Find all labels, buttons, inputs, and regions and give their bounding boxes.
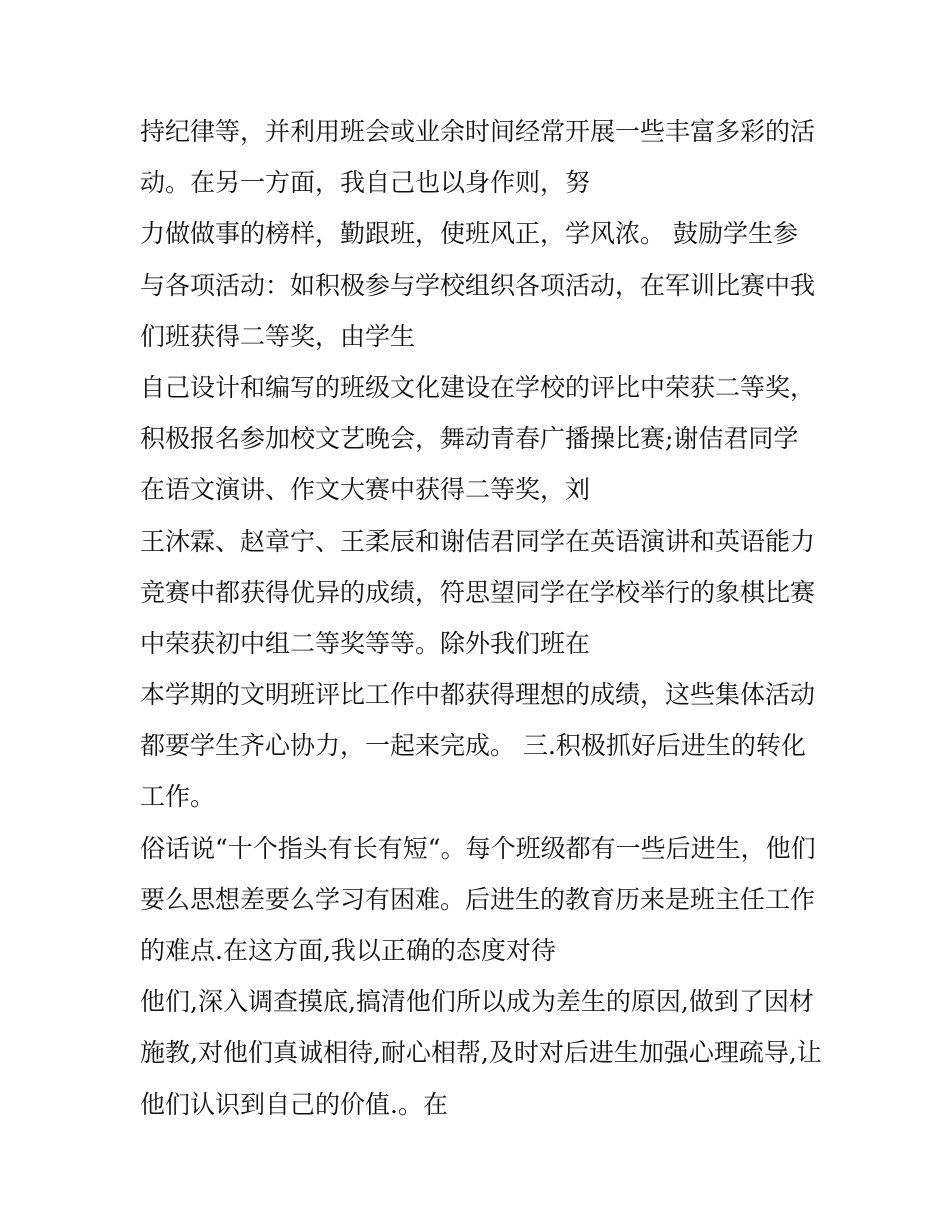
text-line: 的难点.在这方面,我以正确的态度对待 [140, 936, 556, 965]
text-line: 与各项活动：如积极参与学校组织各项活动，在军训比赛中我 [140, 270, 816, 300]
text-line: 要么思想差要么学习有困难。后进生的教育历来是班主任工作 [140, 884, 816, 914]
text-line: 俗话说“十个指头有长有短“。每个班级都有一些后进生，他们 [140, 833, 816, 863]
body-text [140, 106, 830, 1130]
text-line: 中荣获初中组二等奖等等。除外我们班在 [140, 628, 591, 658]
text-line: 自己设计和编写的班级文化建设在学校的评比中荣获二等奖， [140, 372, 816, 402]
text-line: 都要学生齐心协力，一起来完成。 三.积极抓好后进生的转化 [140, 731, 806, 761]
text-line: 在语文演讲、作文大赛中获得二等奖，刘 [140, 475, 591, 505]
text-line: 他们认识到自己的价值.。在 [140, 1089, 448, 1119]
text-line: 力做做事的榜样，勤跟班，使班风正，学风浓。 鼓励学生参 [140, 219, 798, 249]
text-line: 本学期的文明班评比工作中都获得理想的成绩，这些集体活动 [140, 680, 816, 710]
text-line: 积极报名参加校文艺晚会，舞动青春广播操比赛;谢佶君同学 [140, 424, 799, 454]
text-line: 竞赛中都获得优异的成绩，符思望同学在学校举行的象棋比赛 [140, 577, 816, 607]
text-line: 持纪律等，并利用班会或业余时间经常开展一些丰富多彩的活 [140, 117, 816, 146]
text-line: 王沐霖、赵章宁、王柔辰和谢佶君同学在英语演讲和英语能力 [140, 526, 816, 556]
text-line: 施教,对他们真诚相待,耐心相帮,及时对后进生加强心理疏导,让 [140, 1038, 822, 1068]
text-line: 他们,深入调查摸底,搞清他们所以成为差生的原因,做到了因材 [140, 987, 814, 1017]
text-line: 工作。 [140, 782, 216, 812]
text-line: 们班获得二等奖，由学生 [140, 321, 416, 351]
text-line: 动。在另一方面，我自己也以身作则，努 [140, 168, 591, 198]
